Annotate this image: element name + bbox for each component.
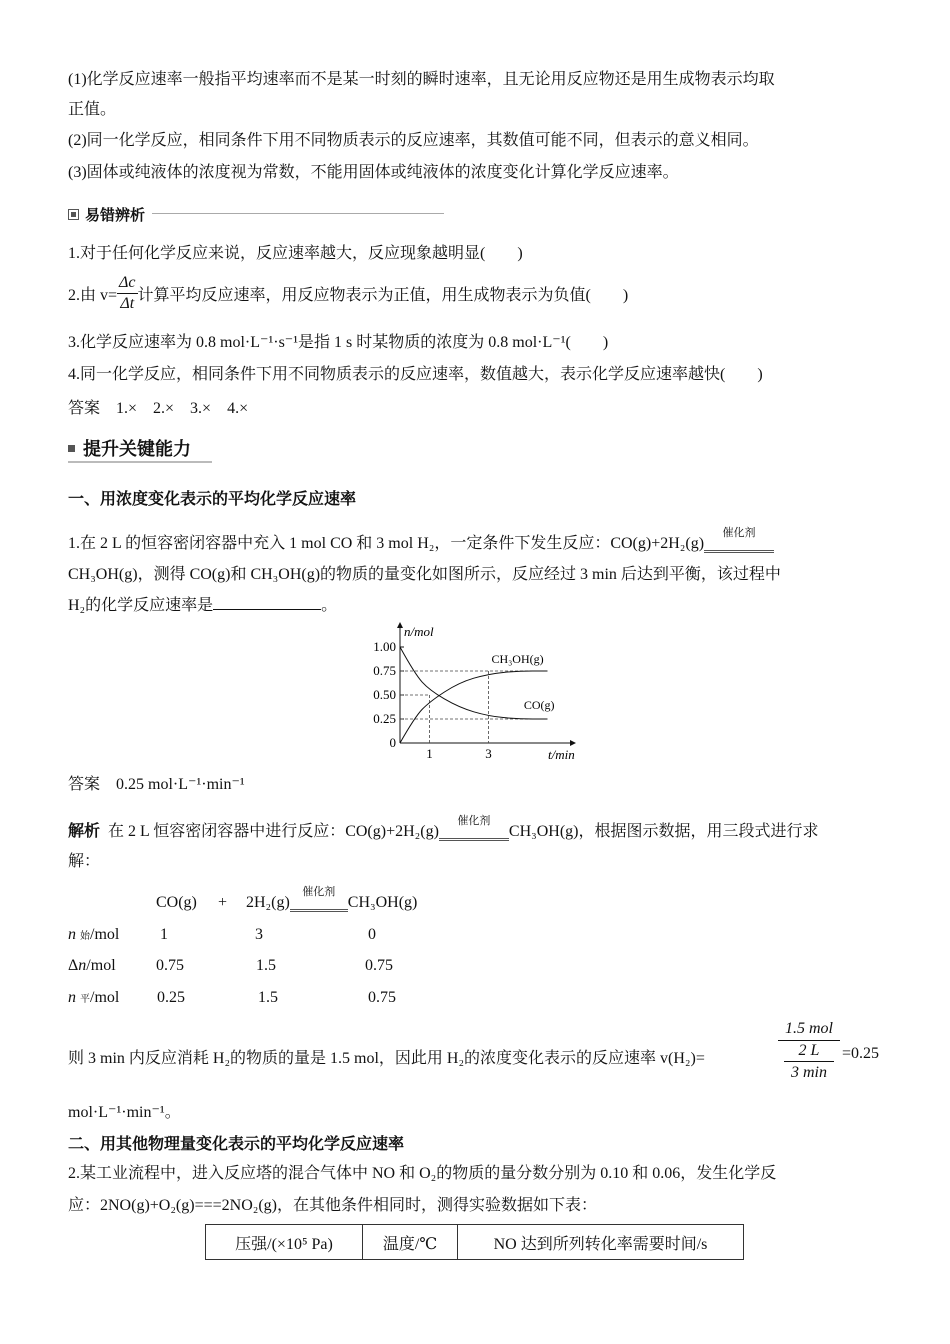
note-3: (3)固体或纯液体的浓度视为常数，不能用固体或纯液体的浓度变化计算化学反应速率。: [68, 164, 679, 181]
series-label-ch3oh: CH₃OH(g): [491, 652, 544, 666]
jiexi-label: 解析: [68, 821, 101, 840]
problem-2-line-2: 应：2NO(g)+O₂(g)===2NO₂(g)，在其他条件相同时，测得实验数据如下表：: [68, 1197, 597, 1214]
yicuo-label: 易错辨析: [85, 206, 146, 224]
subsection-1-title: 一、用浓度变化表示的平均化学反应速率: [68, 489, 357, 508]
box-icon: [68, 209, 79, 220]
table-row: [206, 1225, 744, 1260]
square-icon: [68, 445, 75, 452]
answer-1: 答案 0.25 mol·L⁻¹·min⁻¹: [68, 776, 245, 793]
compound-fraction: 1.5 mol 2 L 3 min: [778, 1018, 840, 1084]
yicuo-q4: 4.同一化学反应，相同条件下用不同物质表示的反应速率，数值越大，表示化学反应速率越快( ): [68, 366, 763, 383]
note-1-cont: 正值。: [68, 101, 117, 118]
answer-blank[interactable]: [213, 595, 321, 610]
yicuo-q1: 1.对于任何化学反应来说，反应速率越大，反应现象越明显( ): [68, 245, 523, 262]
row-label-eq: n 平/mol: [68, 989, 120, 1006]
note-2: (2)同一化学反应，相同条件下用不同物质表示的反应速率，其数值可能不同，但表示的意义相同。: [68, 132, 759, 149]
equation-h2: 2H₂(g) 催化剂 CH₃OH(g): [246, 886, 418, 911]
row-start-co: 1: [160, 926, 168, 943]
y-tick-label: 1.00: [373, 639, 396, 654]
catalyst-arrow: 催化剂: [439, 830, 509, 841]
x-tick-label: 1: [426, 746, 433, 761]
table-header-pressure: 压强/(×10⁵ Pa): [206, 1225, 363, 1260]
y-axis-arrow: [397, 622, 403, 628]
final-calc: 则 3 min 内反应消耗 H₂的物质的量是 1.5 mol，因此用 H₂的浓度变化表示的反应速率 v(H₂)=: [68, 1050, 705, 1067]
data-table: [205, 1224, 744, 1260]
final-unit: mol·L⁻¹·min⁻¹。: [68, 1104, 181, 1121]
section-title: 提升关键能力: [83, 439, 191, 460]
row-eq-co: 0.25: [157, 989, 185, 1006]
catalyst-arrow: 催化剂: [290, 901, 348, 912]
y-tick-label: 0.50: [373, 687, 396, 702]
series-label-co: CO(g): [523, 698, 555, 712]
yicuo-q3: 3.化学反应速率为 0.8 mol·L⁻¹·s⁻¹是指 1 s 时某物质的浓度为 0.8 mol·L⁻¹( ): [68, 334, 609, 351]
problem-1-line-3: H₂的化学反应速率是 。: [68, 597, 338, 614]
row-delta-ch3oh: 0.75: [365, 957, 393, 974]
row-eq-h2: 1.5: [258, 989, 278, 1006]
x-tick-label: 3: [485, 746, 492, 761]
rate-fraction: $\frac{\Delta c}{\Delta t}$: [119, 274, 136, 312]
row-delta-co: 0.75: [156, 957, 184, 974]
final-result: =0.25: [842, 1045, 880, 1062]
equation-plus: +: [218, 894, 228, 911]
problem-1-line-2: CH₃OH(g)，测得 CO(g)和 CH₃OH(g)的物质的量变化如图所示，反应经过 3 min 后达到平衡，该过程中: [68, 566, 781, 583]
yicuo-rule: [152, 213, 444, 214]
yicuo-q2: 2.由 v= $\frac{\Delta c}{\Delta t}$ 计算平均反应速率，用反应物表示为正值，用生成物表示为负值( ): [68, 274, 629, 312]
section-underline: [68, 461, 212, 463]
note-1: (1)化学反应速率一般指平均速率而不是某一时刻的瞬时速率，且无论用反应物还是用生成物表示均取: [68, 71, 775, 88]
row-start-ch3oh: 0: [368, 926, 376, 943]
subsection-2-title: 二、用其他物理量变化表示的平均化学反应速率: [68, 1134, 405, 1153]
table-header-temperature: 温度/℃: [363, 1225, 458, 1260]
row-eq-ch3oh: 0.75: [368, 989, 396, 1006]
jiexi-line-2: 解：: [68, 853, 101, 870]
y-tick-label: 0.75: [373, 663, 396, 678]
problem-1-line-1: 1.在 2 L 的恒容密闭容器中充入 1 mol CO 和 3 mol H₂，一定条件下发生反应：CO(g)+2H₂(g) 催化剂: [68, 530, 774, 553]
equation-co: CO(g): [156, 894, 197, 911]
x-axis-arrow: [570, 740, 576, 746]
mole-time-chart: [350, 618, 590, 764]
problem-2-line-1: 2.某工业流程中，进入反应塔的混合气体中 NO 和 O₂的物质的量分数分别为 0.10 和 0.06，发生化学反: [68, 1165, 777, 1182]
y-tick-label: 0: [389, 735, 396, 750]
row-label-start: n 始/mol: [68, 926, 120, 943]
section-header: [68, 435, 191, 461]
row-start-h2: 3: [255, 926, 263, 943]
row-delta-h2: 1.5: [256, 957, 276, 974]
y-axis-label: n/mol: [404, 624, 434, 639]
x-axis-label: t/min: [548, 747, 575, 762]
yicuo-header: [68, 204, 145, 225]
catalyst-arrow: 催化剂: [704, 542, 774, 553]
y-tick-label: 0.25: [373, 711, 396, 726]
jiexi-line-1: 解析 在 2 L 恒容密闭容器中进行反应：CO(g)+2H₂(g) 催化剂 CH₃OH(g)，根据图示数据，用三段式进行求: [68, 815, 819, 840]
row-label-delta: Δn/mol: [68, 957, 116, 974]
yicuo-answer: 答案 1.× 2.× 3.× 4.×: [68, 400, 249, 417]
table-header-time: NO 达到所列转化率需要时间/s: [458, 1225, 744, 1260]
